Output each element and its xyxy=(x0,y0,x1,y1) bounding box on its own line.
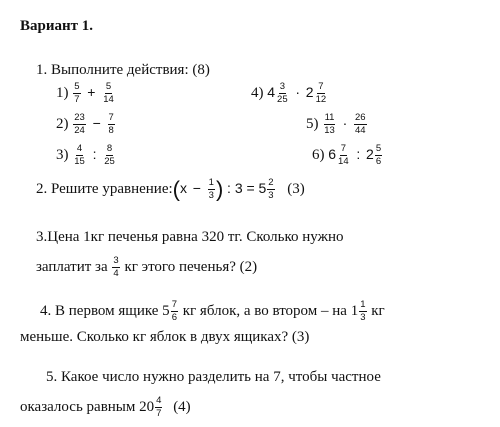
division-equals: : 3 = xyxy=(227,179,255,196)
fraction: $\frac{26}{44}$ xyxy=(355,112,366,136)
operator: : xyxy=(92,145,97,162)
fraction: $\frac{4}{15}$ xyxy=(74,143,85,167)
whole-part: 2 xyxy=(366,145,374,162)
operator: − xyxy=(92,114,101,131)
variable-x: x xyxy=(179,179,187,196)
operator: · xyxy=(342,114,348,131)
fraction: $\frac{4}{7}$ xyxy=(156,395,162,419)
variant-title: Вариант 1. xyxy=(20,18,94,34)
fraction: $\frac{2}{3}$ xyxy=(268,177,274,201)
operator: − xyxy=(192,179,201,196)
task5-line1: 5. Какое число нужно разделить на 7, чтобы частное xyxy=(46,369,381,385)
task2-points: (3) xyxy=(287,180,305,197)
task1-item-4 xyxy=(251,82,328,105)
fraction: $\frac{11}{13}$ xyxy=(324,112,335,136)
task5-points: (4) xyxy=(173,398,191,415)
task5-line2 xyxy=(20,396,191,419)
fraction: $\frac{3}{4}$ xyxy=(113,255,119,279)
task3-post: кг этого печенья? (2) xyxy=(124,258,258,275)
whole-part: 2 xyxy=(305,83,314,100)
operator: : xyxy=(356,145,361,162)
task5-pre: оказалось равным 20 xyxy=(20,398,155,415)
whole-part: 5 xyxy=(258,179,267,196)
item-number: 4) xyxy=(251,84,264,101)
task3-pre: заплатит за xyxy=(36,258,108,275)
task2-label: 2. Решите уравнение: xyxy=(36,180,173,197)
task3-line1: 3.Цена 1кг печенья равна 320 тг. Сколько нужно xyxy=(36,229,344,245)
task1-item-6 xyxy=(312,144,383,167)
operator: + xyxy=(87,83,96,100)
task4-line1 xyxy=(40,300,385,323)
task4-post: кг xyxy=(371,302,385,319)
task1-header: 1. Выполните действия: (8) xyxy=(36,62,210,78)
task3-line2 xyxy=(36,256,257,279)
task1-item-5 xyxy=(306,113,368,136)
task4-pre: 4. В первом ящике 5 xyxy=(40,302,170,319)
item-number: 5) xyxy=(306,115,319,132)
fraction: $\frac{7}{6}$ xyxy=(171,299,177,323)
task2-equation xyxy=(36,178,305,201)
whole-part: 4 xyxy=(267,83,276,100)
close-paren: ) xyxy=(215,176,224,202)
item-number: 1) xyxy=(56,84,69,101)
fraction: $\frac{5}{14}$ xyxy=(103,81,114,105)
fraction: $\frac{5}{6}$ xyxy=(375,143,382,167)
fraction: $\frac{3}{25}$ xyxy=(277,81,288,105)
task4-line2: меньше. Сколько кг яблок в двух ящиках? (3) xyxy=(20,329,310,345)
fraction: $\frac{7}{8}$ xyxy=(108,112,114,136)
item-number: 3) xyxy=(56,146,69,163)
fraction: $\frac{23}{24}$ xyxy=(74,112,85,136)
fraction: $\frac{1}{3}$ xyxy=(360,299,366,323)
fraction: $\frac{8}{25}$ xyxy=(104,143,115,167)
fraction: $\frac{5}{7}$ xyxy=(74,81,80,105)
task4-mid: кг яблок, а во втором – на 1 xyxy=(182,302,359,319)
fraction: $\frac{7}{14}$ xyxy=(338,143,349,167)
item-number: 6) xyxy=(312,146,325,163)
fraction: $\frac{1}{3}$ xyxy=(208,177,214,201)
whole-part: 6 xyxy=(328,145,337,162)
fraction: $\frac{7}{12}$ xyxy=(315,81,327,105)
open-paren: ( xyxy=(172,176,180,202)
task1-item-1 xyxy=(56,82,116,105)
item-number: 2) xyxy=(56,115,69,132)
task1-item-3 xyxy=(56,144,117,167)
task1-item-2 xyxy=(56,113,116,136)
operator: · xyxy=(295,83,301,100)
